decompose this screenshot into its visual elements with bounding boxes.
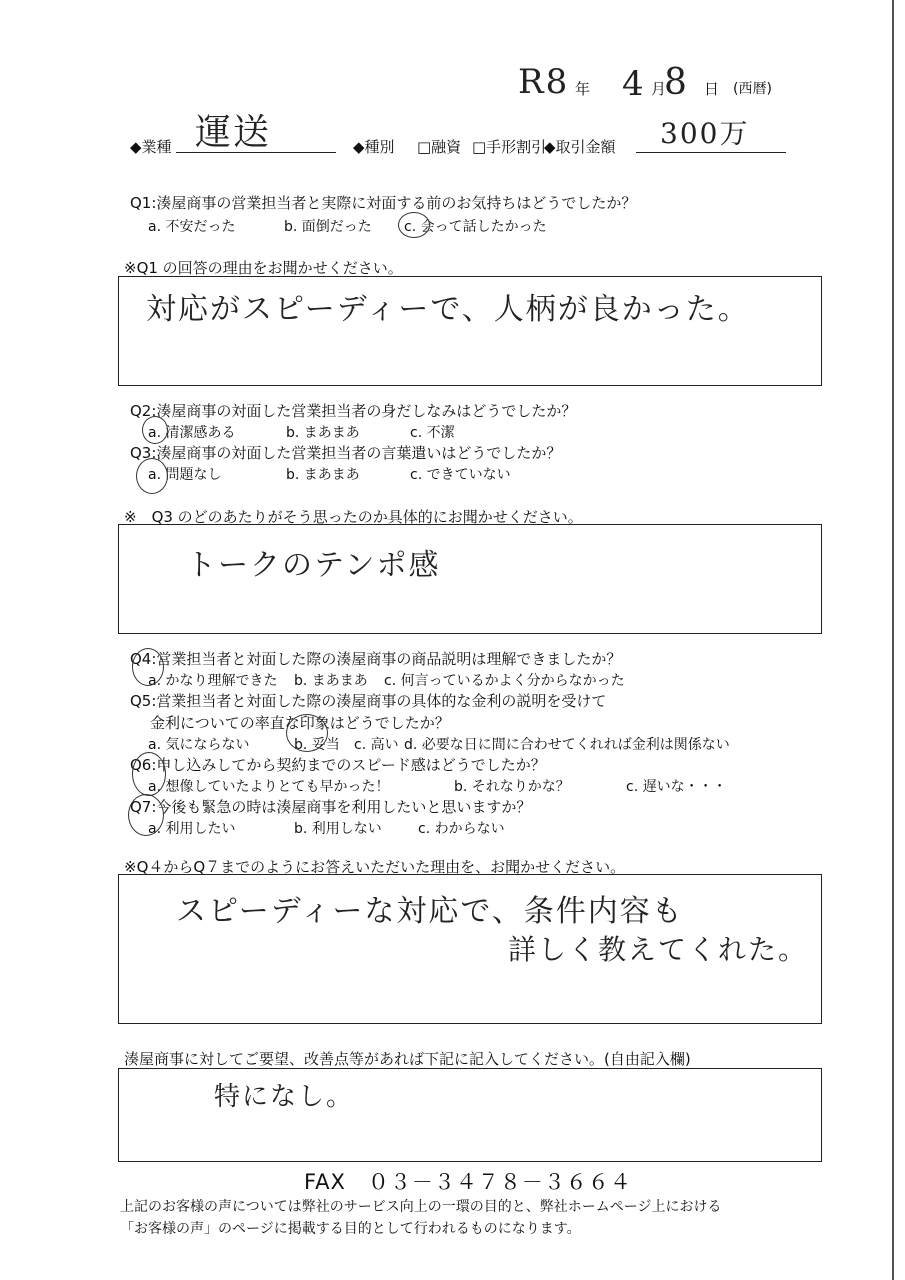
q3-option-b: b. まあまあ [286,467,360,483]
q6-option-a: a. 想像していたよりとても早かった！ [148,779,390,795]
fax-number: FAX ０３－３４７８－３６６４ [304,1170,632,1194]
q4-7-reason-answer-line1: スピーディーな対応で、条件内容も [176,894,684,929]
q1-reason-answer: 対応がスピーディーで、人柄が良かった。 [146,292,750,327]
q3-reason-label: ※ Q3 のどのあたりがそう思ったのか具体的にお聞かせください。 [124,508,583,526]
free-comment-answer: 特になし。 [214,1082,355,1112]
date-month-value: 4 [622,64,646,104]
q2-selection-mark [142,416,168,444]
q6-question: Q6:申し込みしてから契約までのスピード感はどうでしたか？ [130,756,546,774]
q3-option-a: a. 問題なし [148,467,222,483]
scan-edge-line [892,0,894,1280]
q5-question-line2: 金利についての率直な印象はどうでしたか？ [150,714,450,732]
q4-option-b: b. まあまあ [294,673,368,689]
q1-option-c: c. 会って話したかった [404,219,547,235]
type-option-bill-discount: □手形割引 [472,138,547,156]
date-day-value: 8 [664,62,689,103]
q2-question: Q2:湊屋商事の対面した営業担当者の身だしなみはどうでしたか？ [130,402,577,420]
q7-option-c: c. わからない [418,821,505,837]
amount-label: ◆取引金額 [544,138,616,156]
q1-reason-label: ※Q1 の回答の理由をお聞かせください。 [124,259,403,277]
q1-option-b: b. 面倒だった [284,219,372,235]
q4-7-reason-answer-line2: 詳しく教えてくれた。 [508,933,809,966]
q7-option-a: a. 利用したい [148,821,236,837]
footer-note-line1: 上記のお客様の声については弊社のサービス向上の一環の目的と、弊社ホームページ上における [120,1199,722,1215]
date-month-label: 月 [651,80,667,98]
q6-selection-mark [132,752,166,796]
q1-selection-mark [398,212,430,238]
q2-option-c: c. 不潔 [410,425,455,441]
free-comment-label: 湊屋商事に対してご要望、改善点等があれば下記に記入してください。(自由記入欄) [124,1050,691,1068]
q4-selection-mark [132,648,164,686]
q2-option-b: b. まあまあ [286,425,360,441]
q2-option-a: a. 清潔感ある [148,425,236,441]
q6-option-c: c. 遅いな・・・ [626,779,727,795]
q3-reason-answer: トークのテンポ感 [186,548,441,583]
q7-option-b: b. 利用しない [294,821,382,837]
q4-option-a: a. かなり理解できた [148,673,278,689]
date-year-label: 年 [575,80,591,98]
q5-question-line1: Q5:営業担当者と対面した際の湊屋商事の具体的な金利の説明を受けて [130,692,607,710]
q7-selection-mark [128,794,164,836]
q5-option-d: d. 必要な日に間に合わせてくれれば金利は関係ない [404,737,730,753]
q1-option-a: a. 不安だった [148,219,236,235]
amount-value: 300万 [660,117,750,150]
q7-question: Q7:今後も緊急の時は湊屋商事を利用したいと思いますか？ [130,798,532,816]
q5-option-b: b. 妥当 [294,737,340,753]
q5-option-c: c. 高い [354,737,399,753]
q6-option-b: b. それなりかな？ [454,779,570,795]
q3-question: Q3:湊屋商事の対面した営業担当者の言葉遣いはどうでしたか？ [130,444,562,462]
date-year-value: R8 [518,62,570,102]
type-label: ◆種別 [353,138,395,156]
q3-option-c: c. できていない [410,467,511,483]
date-day-label: 日 [704,80,720,98]
industry-underline [176,152,336,153]
industry-value: 運送 [195,112,272,153]
q3-selection-mark [136,458,168,494]
amount-underline [636,152,786,153]
footer-note-line2: 「お客様の声」のページに掲載する目的として行われるものになります。 [120,1221,581,1237]
industry-label: ◆業種 [130,138,172,156]
q4-option-c: c. 何言っているかよく分からなかった [384,673,625,689]
q5-selection-mark [286,714,328,752]
date-era-note: (西暦) [733,81,772,97]
q1-question: Q1:湊屋商事の営業担当者と実際に対面する前のお気持ちはどうでしたか？ [130,194,637,212]
q5-option-a: a. 気にならない [148,737,250,753]
type-option-loan: □融資 [417,138,462,156]
q4-7-reason-label: ※Q４からQ７までのようにお答えいただいた理由を、お聞かせください。 [124,858,626,876]
q4-question: Q4:営業担当者と対面した際の湊屋商事の商品説明は理解できましたか？ [130,650,622,668]
